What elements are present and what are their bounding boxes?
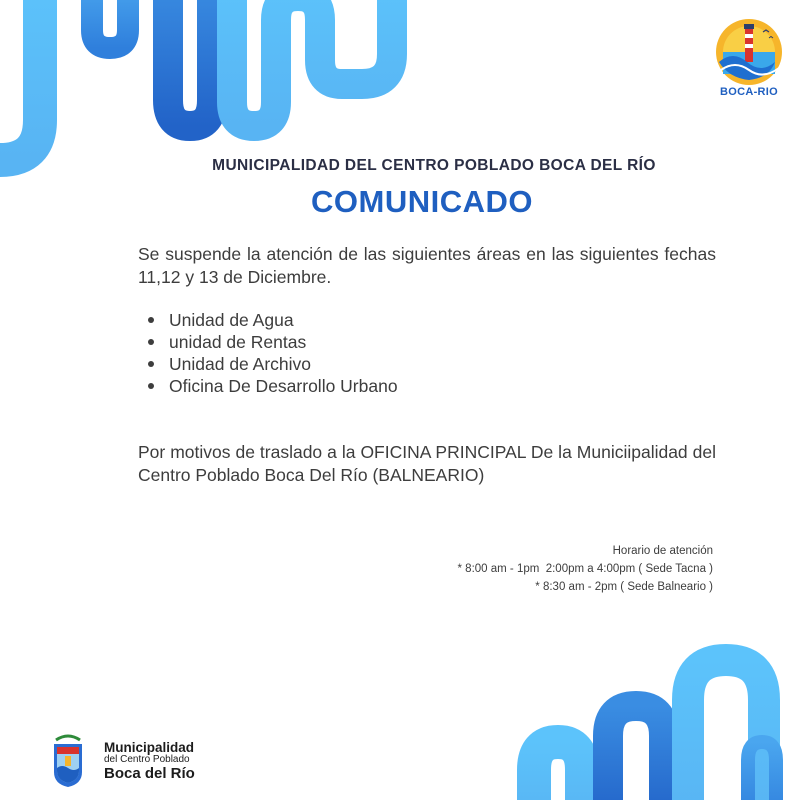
list-item: Unidad de Agua xyxy=(138,309,398,331)
municipality-wordmark-line3: Boca del Río xyxy=(104,765,195,782)
municipality-wordmark-line1: Municipalidad xyxy=(104,740,195,755)
boca-rio-logo-text: BOCA-RIO xyxy=(719,86,778,98)
list-item: Oficina De Desarrollo Urbano xyxy=(138,375,398,397)
wave-top-left-2 xyxy=(92,0,128,48)
list-item: Unidad de Archivo xyxy=(138,353,398,375)
notice-intro: Se suspende la atención de las siguientes áreas en las siguientes fechas 11,12 y 13 de Diciembre. xyxy=(138,244,716,287)
municipality-wordmark xyxy=(104,741,195,782)
wave-bottom-right-3 xyxy=(688,660,764,800)
wave-top-left-1 xyxy=(0,0,40,160)
wave-bottom-right-2 xyxy=(608,706,664,800)
office-hours-line: * 8:00 am - 1pm 2:00pm a 4:00pm ( Sede Tacna ) xyxy=(457,563,713,575)
municipal-crest-icon xyxy=(50,734,86,788)
wave-top-left-3 xyxy=(168,0,212,126)
suspended-areas-list xyxy=(138,309,398,397)
organization-name: MUNICIPALIDAD DEL CENTRO POBLADO BOCA DEL RÍO xyxy=(212,157,656,174)
office-hours-heading: Horario de atención xyxy=(612,545,713,557)
list-item: unidad de Rentas xyxy=(138,331,398,353)
notice-reason: Por motivos de traslado a la OFICINA PRINCIPAL De la Municiipalidad del Centro Poblado Boca Del Río (BALNEARIO) xyxy=(138,442,716,485)
wave-bottom-right-4 xyxy=(748,742,776,800)
office-hours-line: * 8:30 am - 2pm ( Sede Balneario ) xyxy=(535,581,713,593)
page-title: COMUNICADO xyxy=(311,184,533,219)
municipality-wordmark-line2: del Centro Poblado xyxy=(104,754,190,765)
wave-bottom-right-1 xyxy=(534,742,582,800)
office-hours xyxy=(458,542,713,596)
wave-top-left-4 xyxy=(232,0,392,126)
